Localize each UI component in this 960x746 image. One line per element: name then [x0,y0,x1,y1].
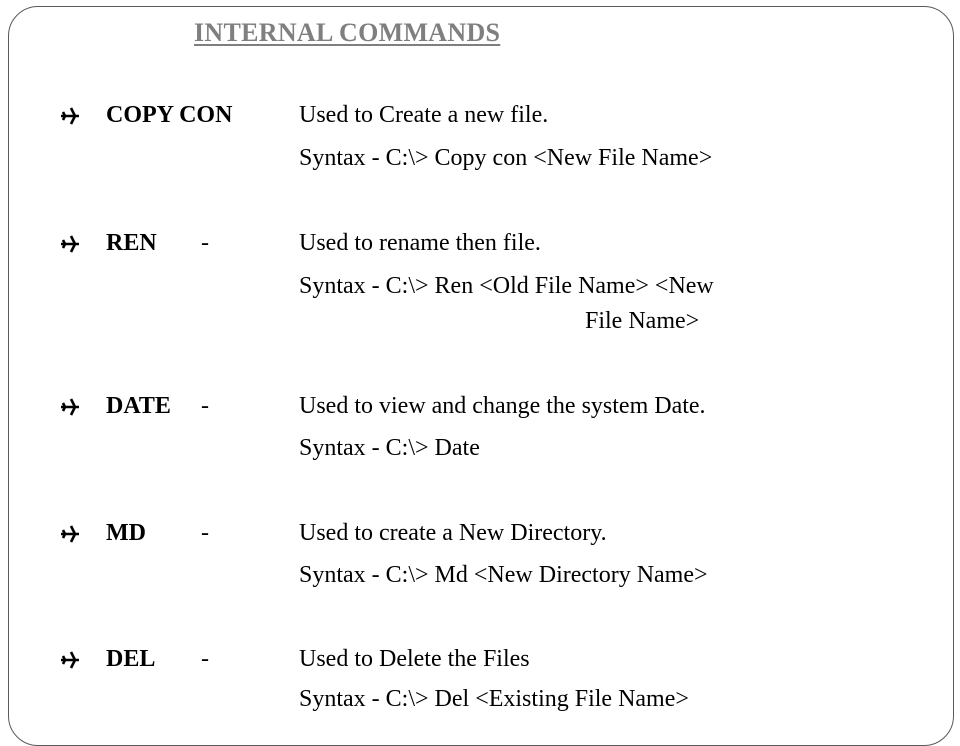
command-name: DATE [106,393,171,419]
command-description: Used to create a New Directory. [299,520,607,546]
airplane-icon [60,397,80,417]
command-syntax: Syntax - C:\> Copy con <New File Name> [299,145,713,171]
command-name: REN [106,230,157,256]
command-name: DEL [106,646,156,672]
command-description: Used to rename then file. [299,230,541,256]
command-description: Used to Delete the Files [299,646,530,672]
command-name: COPY CON [106,102,233,128]
command-syntax: Syntax - C:\> Del <Existing File Name> [299,686,689,712]
command-name: MD [106,520,146,546]
command-syntax: Syntax - C:\> Ren <Old File Name> <New [299,273,714,299]
command-separator: - [201,230,209,256]
airplane-icon [60,234,80,254]
airplane-icon [60,650,80,670]
command-syntax: Syntax - C:\> Md <New Directory Name> [299,562,708,588]
command-syntax-continued: File Name> [585,308,700,334]
command-separator: - [201,520,209,546]
command-syntax: Syntax - C:\> Date [299,435,480,461]
airplane-icon [60,106,80,126]
command-separator: - [201,646,209,672]
command-description: Used to view and change the system Date. [299,393,706,419]
command-description: Used to Create a new file. [299,102,549,128]
command-separator: - [201,393,209,419]
airplane-icon [60,524,80,544]
slide-title: INTERNAL COMMANDS [194,18,501,47]
